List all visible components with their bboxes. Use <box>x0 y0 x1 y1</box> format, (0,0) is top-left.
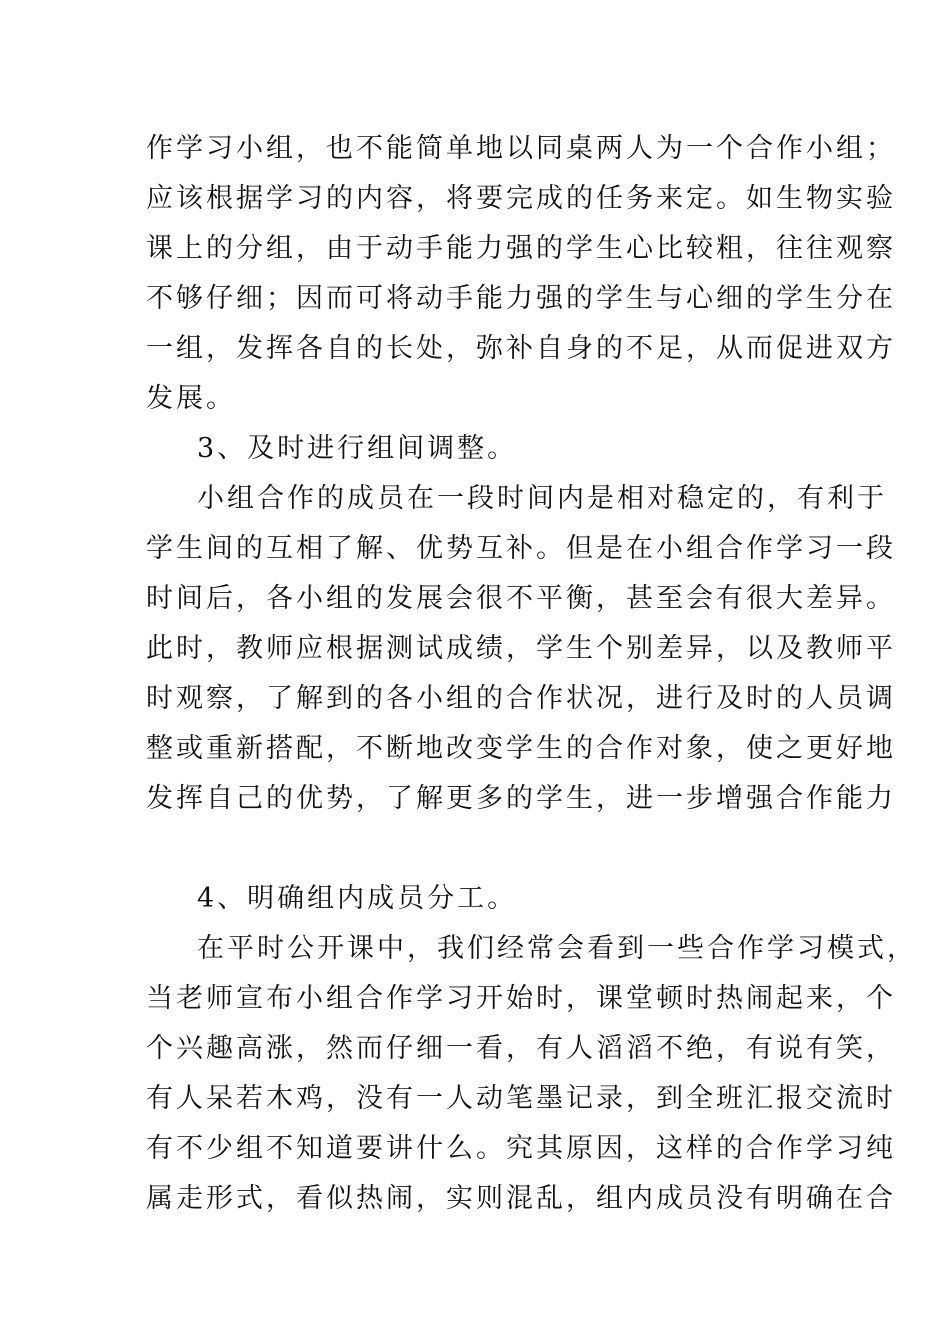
section-heading: 4、明确组内成员分工。 <box>197 883 518 914</box>
paragraph-line: 发展。 <box>146 383 236 414</box>
paragraph-line: 学生间的互相了解、优势互补。但是在小组合作学习一段 <box>146 533 896 564</box>
paragraph-line: 课上的分组，由于动手能力强的学生心比较粗，往往观察 <box>146 233 896 264</box>
paragraph-line: 不够仔细；因而可将动手能力强的学生与心细的学生分在 <box>146 283 896 314</box>
paragraph-line: 应该根据学习的内容，将要完成的任务来定。如生物实验 <box>146 183 896 214</box>
paragraph-line: 有不少组不知道要讲什么。究其原因，这样的合作学习纯 <box>146 1133 896 1164</box>
paragraph-line: 此时，教师应根据测试成绩，学生个别差异，以及教师平 <box>146 633 896 664</box>
paragraph-line: 发挥自己的优势，了解更多的学生，进一步增强合作能力 <box>146 783 896 814</box>
paragraph-line: 有人呆若木鸡，没有一人动笔墨记录，到全班汇报交流时 <box>146 1083 896 1114</box>
paragraph-line: 在平时公开课中，我们经常会看到一些合作学习模式， <box>197 933 917 964</box>
paragraph-line: 一组，发挥各自的长处，弥补自身的不足，从而促进双方 <box>146 333 896 364</box>
paragraph-line: 整或重新搭配，不断地改变学生的合作对象，使之更好地 <box>146 733 896 764</box>
paragraph-line: 时间后，各小组的发展会很不平衡，甚至会有很大差异。 <box>146 583 896 614</box>
paragraph-line: 当老师宣布小组合作学习开始时，课堂顿时热闹起来，个 <box>146 983 896 1014</box>
paragraph-line: 小组合作的成员在一段时间内是相对稳定的，有利于 <box>197 483 887 514</box>
paragraph-line: 属走形式，看似热闹，实则混乱，组内成员没有明确在合 <box>146 1183 896 1214</box>
paragraph-line: 时观察，了解到的各小组的合作状况，进行及时的人员调 <box>146 683 896 714</box>
paragraph-line: 个兴趣高涨，然而仔细一看，有人滔滔不绝，有说有笑， <box>146 1033 896 1064</box>
section-heading: 3、及时进行组间调整。 <box>197 433 518 464</box>
paragraph-line: 作学习小组，也不能简单地以同桌两人为一个合作小组； <box>146 133 896 164</box>
